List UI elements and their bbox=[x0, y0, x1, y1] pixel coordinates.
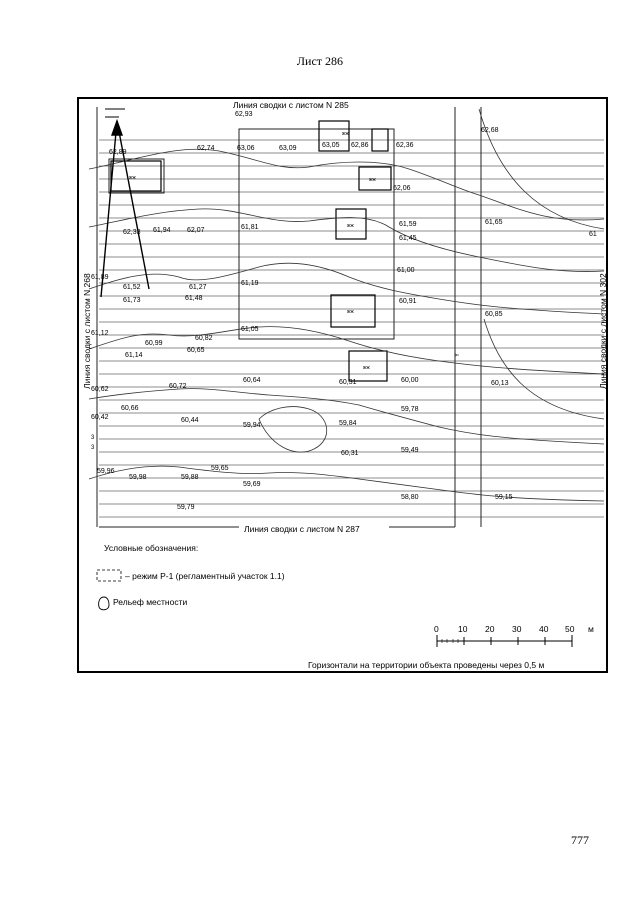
contour-lines bbox=[89, 109, 604, 501]
elevation-mark: 62,86 bbox=[351, 142, 369, 149]
legend-zone-swatch bbox=[97, 570, 121, 581]
elevation-mark: 60,44 bbox=[181, 417, 199, 424]
elevation-mark: 61 bbox=[589, 231, 597, 238]
elevation-mark: 62,07 bbox=[187, 227, 205, 234]
building-label: жж bbox=[347, 309, 354, 315]
elevation-mark: 61,27 bbox=[189, 284, 207, 291]
elevation-mark: 59,98 bbox=[129, 474, 147, 481]
elevation-mark: 59,94 bbox=[243, 422, 261, 429]
scale-tick-label: 20 bbox=[485, 624, 495, 634]
scale-tick-label: 30 bbox=[512, 624, 522, 634]
elevation-mark: 60,13 bbox=[491, 380, 509, 387]
scale-tick-label: 40 bbox=[539, 624, 549, 634]
elevation-mark: 60,66 bbox=[121, 405, 139, 412]
elevation-mark: 59,78 bbox=[401, 406, 419, 413]
elevation-mark: 62,89 bbox=[109, 149, 127, 156]
elevation-mark: 62,68 bbox=[481, 127, 499, 134]
elevation-mark: 59,96 bbox=[97, 468, 115, 475]
elevation-mark: 61,14 bbox=[125, 352, 143, 359]
edge-label-bottom: Линия сводки с листом N 287 bbox=[244, 524, 360, 534]
elevation-mark: 61,52 bbox=[123, 284, 141, 291]
north-arrow-label: С bbox=[114, 126, 120, 133]
elevation-mark: 62,06 bbox=[393, 185, 411, 192]
edge-label-top: Линия сводки с листом N 285 bbox=[233, 100, 349, 110]
small-mark: 3 bbox=[91, 445, 95, 451]
elevation-mark: 62,74 bbox=[197, 145, 215, 152]
scale-tick-label: 0 bbox=[434, 624, 439, 634]
elevation-mark: 61,94 bbox=[153, 227, 171, 234]
page-number: 777 bbox=[571, 833, 589, 847]
elevation-mark: 61,00 bbox=[397, 267, 415, 274]
topographic-map bbox=[79, 99, 610, 675]
elevation-mark: 59,69 bbox=[243, 481, 261, 488]
elevation-mark: 63,09 bbox=[279, 145, 297, 152]
elevation-mark: 60,85 bbox=[485, 311, 503, 318]
elevation-mark: 61,12 bbox=[91, 330, 109, 337]
elevation-mark: 59,79 bbox=[177, 504, 195, 511]
legend-relief-swatch bbox=[99, 597, 109, 610]
building-label: жж bbox=[363, 365, 370, 371]
elevation-mark: 61,48 bbox=[185, 295, 203, 302]
scale-unit: м bbox=[588, 624, 594, 634]
legend-title: Условные обозначения: bbox=[104, 543, 199, 553]
north-arrow-icon bbox=[101, 121, 149, 297]
scale-tick-label: 50 bbox=[565, 624, 575, 634]
elevation-mark: 61,65 bbox=[485, 219, 503, 226]
elevation-mark: 60,91 bbox=[399, 298, 417, 305]
elevation-mark: 60,64 bbox=[243, 377, 261, 384]
elevation-mark: 60,65 bbox=[187, 347, 205, 354]
elevation-mark: 59,88 bbox=[181, 474, 199, 481]
elevation-mark: 61,05 bbox=[241, 326, 259, 333]
elevation-mark: 62,33 bbox=[123, 229, 141, 236]
elevation-mark: 60,42 bbox=[91, 414, 109, 421]
building-label: жж bbox=[347, 223, 354, 229]
elevation-mark: 60,31 bbox=[341, 450, 359, 457]
elevation-mark: 60,82 bbox=[195, 335, 213, 342]
elevation-mark: 61,89 bbox=[91, 274, 109, 281]
elevation-mark: 59,49 bbox=[401, 447, 419, 454]
edge-label-right: Линия сводки с листом N 302 bbox=[598, 273, 608, 389]
elevation-mark: 63,05 bbox=[322, 142, 340, 149]
scale-bar bbox=[434, 624, 594, 647]
elevation-mark: 59,65 bbox=[211, 465, 229, 472]
zone-boundaries bbox=[97, 107, 481, 527]
elevation-mark: 62,93 bbox=[235, 111, 253, 118]
small-mark: 3 bbox=[91, 435, 95, 441]
elevation-mark: 60,00 bbox=[401, 377, 419, 384]
elevation-mark: 61,73 bbox=[123, 297, 141, 304]
edge-label-left: Линия сводки с листом N 268 bbox=[82, 273, 92, 389]
elevation-mark: 61,81 bbox=[241, 224, 259, 231]
sheet-title: Лист 286 bbox=[296, 54, 344, 68]
elevation-mark: 61,59 bbox=[399, 221, 417, 228]
elevation-mark: 61,19 bbox=[241, 280, 259, 287]
elevation-marks bbox=[91, 111, 597, 511]
legend-item-relief: Рельеф местности bbox=[113, 597, 188, 607]
elevation-mark: 60,72 bbox=[169, 383, 187, 390]
legend-item-zone: – режим Р-1 (регламентный участок 1.1) bbox=[125, 571, 285, 581]
elevation-mark: 58,80 bbox=[401, 494, 419, 501]
map-frame bbox=[77, 97, 608, 673]
elevation-mark: 63,06 bbox=[237, 145, 255, 152]
elevation-mark: 60,99 bbox=[145, 340, 163, 347]
building-label: жж bbox=[369, 177, 376, 183]
elevation-mark: 61,45 bbox=[399, 235, 417, 242]
footnote: Горизонтали на территории объекта проведены через 0,5 м bbox=[308, 660, 545, 670]
elevation-mark: 59,84 bbox=[339, 420, 357, 427]
small-mark: Y bbox=[455, 352, 461, 357]
elevation-mark: 60,62 bbox=[91, 386, 109, 393]
scale-tick-label: 10 bbox=[458, 624, 468, 634]
building-label: жж bbox=[129, 175, 136, 181]
zone-hatching bbox=[99, 140, 604, 517]
building-label: жж bbox=[342, 131, 349, 137]
elevation-mark: 59,15 bbox=[495, 494, 513, 501]
elevation-mark: 60,31 bbox=[339, 379, 357, 386]
elevation-mark: 62,36 bbox=[396, 142, 414, 149]
